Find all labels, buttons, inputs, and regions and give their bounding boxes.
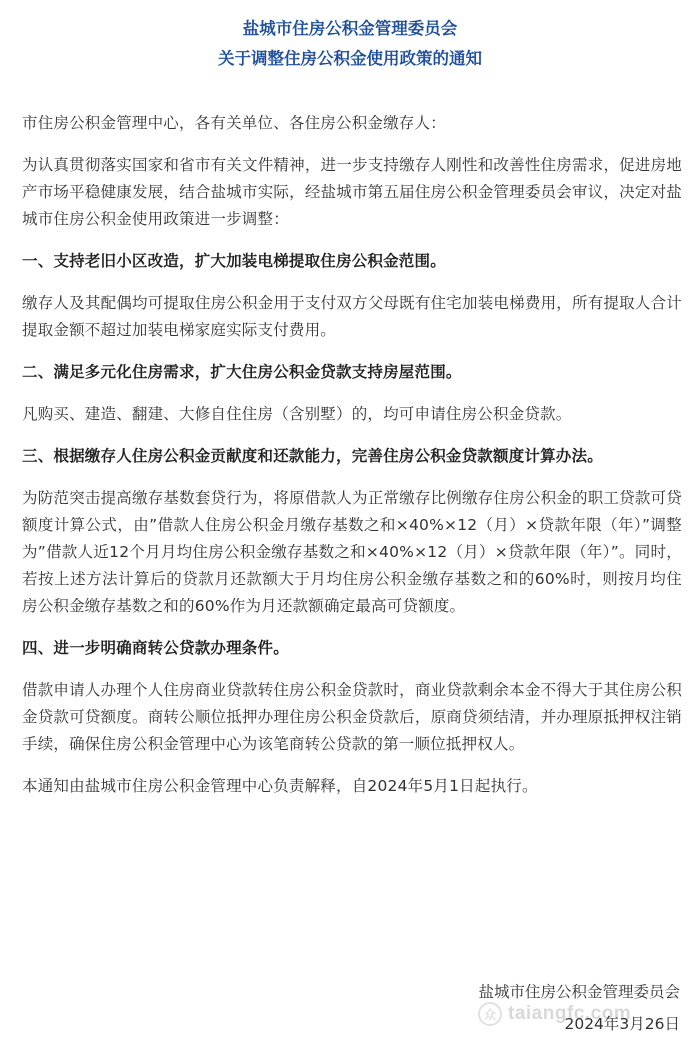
section-1-heading: 一、支持老旧小区改造，扩大加装电梯提取住房公积金范围。 — [22, 252, 446, 270]
intro-paragraph: 为认真贯彻落实国家和省市有关文件精神，进一步支持缴存人刚性和改善性住房需求，促进房地产市场平稳健康发展，结合盐城市实际，经盐城市第五届住房公积金管理委员会审议，决定对盐城市住房公积金使用政策进一步调整： — [22, 156, 682, 228]
watermark-text: taiangfc.com — [508, 1003, 632, 1024]
closing-paragraph: 本通知由盐城市住房公积金管理中心负责解释，自2024年5月1日起执行。 — [22, 777, 538, 795]
document-body — [22, 110, 682, 815]
document-title-line1: 盐城市住房公积金管理委员会 — [242, 19, 458, 38]
section-3-heading: 三、根据缴存人住房公积金贡献度和还款能力，完善住房公积金贷款额度计算办法。 — [22, 447, 603, 465]
section-4-body: 借款申请人办理个人住房商业贷款转住房公积金贷款时，商业贷款剩余本金不得大于其住房公积金贷款可贷额度。商转公顺位抵押办理住房公积金贷款后，原商贷须结清，并办理原抵押权注销手续，确保住房公积金管理中心为该笔商转公贷款的第一顺位抵押权人。 — [22, 681, 682, 753]
signature-organization: 盐城市住房公积金管理委员会 — [478, 983, 680, 1001]
document-title-line2: 关于调整住房公积金使用政策的通知 — [218, 49, 482, 68]
watermark-logo-icon: 众 — [478, 1002, 502, 1026]
section-3-body: 为防范突击提高缴存基数套贷行为，将原借款人为正常缴存比例缴存住房公积金的职工贷款可贷额度计算公式，由”借款人住房公积金月缴存基数之和×40%×12（月）×贷款年限（年）”调整为”借款人近12个月月均住房公积金缴存基数之和×40%×12（月）×贷款年限（年）”。同时，若按上述方法计算后的贷款月还款额大于月均住房公积金缴存基数之和的60%时，则按月均住房公积金缴存基数之和的60%作为月还款额确定最高可贷额度。 — [22, 489, 682, 615]
section-4-heading: 四、进一步明确商转公贷款办理条件。 — [22, 639, 289, 657]
salutation: 市住房公积金管理中心，各有关单位、各住房公积金缴存人： — [22, 114, 446, 132]
section-2-body: 凡购买、建造、翻建、大修自住住房（含别墅）的，均可申请住房公积金贷款。 — [22, 405, 572, 423]
section-2-heading: 二、满足多元化住房需求，扩大住房公积金贷款支持房屋范围。 — [22, 363, 462, 381]
signature-date: 2024年3月26日 — [564, 1015, 680, 1033]
section-1-body: 缴存人及其配偶均可提取住房公积金用于支付双方父母既有住宅加装电梯费用，所有提取人合计提取金额不超过加装电梯家庭实际支付费用。 — [22, 294, 682, 339]
